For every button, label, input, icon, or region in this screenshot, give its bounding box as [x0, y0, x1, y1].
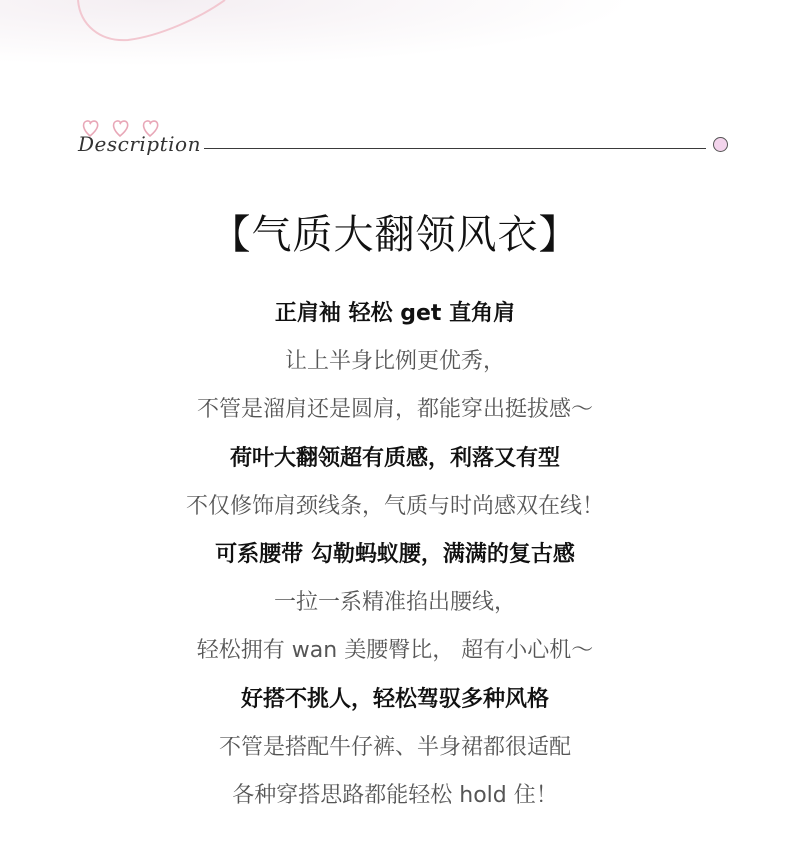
description-line: 各种穿搭思路都能轻松 hold 住！ — [232, 782, 558, 808]
description-line: 可系腰带 勾勒蚂蚁腰，满满的复古感 — [215, 541, 575, 567]
description-line: 一拉一系精准掐出腰线， — [273, 590, 516, 616]
description-line: 不仅修饰肩颈线条，气质与时尚感双在线！ — [185, 493, 604, 519]
description-line: 好搭不挑人，轻松驾驭多种风格 — [240, 686, 549, 712]
circle-dot-icon — [713, 137, 728, 152]
section-label: Description — [78, 132, 201, 156]
description-line: 不管是溜肩还是圆肩，都能穿出挺拔感～ — [196, 397, 593, 423]
description-line: 轻松拥有 wan 美腰臀比， 超有小心机～ — [196, 638, 594, 664]
description-line: 不管是搭配牛仔裤、半身裙都很适配 — [218, 734, 571, 760]
description-line: 让上半身比例更优秀， — [284, 349, 505, 375]
description-line: 荷叶大翻领超有质感，利落又有型 — [229, 445, 560, 471]
description-line: 正肩袖 轻松 get 直角肩 — [274, 301, 516, 326]
decorative-backdrop — [0, 0, 790, 110]
description-section-header — [0, 110, 790, 170]
header-divider-line — [204, 148, 706, 149]
product-title: 【气质大翻领风衣】 — [210, 212, 580, 258]
description-lines — [0, 294, 790, 824]
